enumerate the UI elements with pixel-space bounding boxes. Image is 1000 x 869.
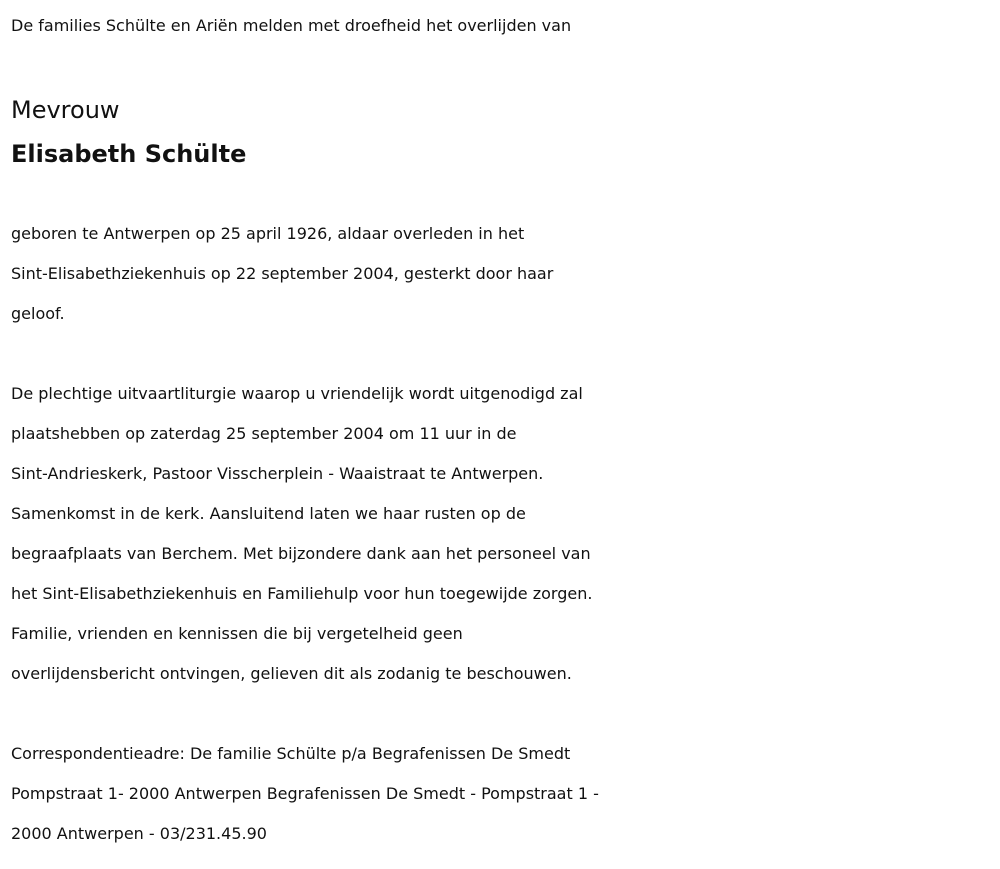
birth-paragraph [11, 214, 991, 334]
deceased-name: Elisabeth Schülte [11, 140, 247, 168]
paragraph-line: het Sint-Elisabethziekenhuis en Familiehulp voor hun toegewijde zorgen. [11, 584, 593, 603]
spacer [11, 694, 991, 734]
paragraph-line: geloof. [11, 304, 65, 323]
paragraph-line: Sint-Andrieskerk, Pastoor Visscherplein - Waaistraat te Antwerpen. [11, 464, 544, 483]
paragraph-line: 2000 Antwerpen - 03/231.45.90 [11, 824, 267, 843]
spacer [11, 46, 991, 86]
paragraph-line: De plechtige uitvaartliturgie waarop u vriendelijk wordt uitgenodigd zal [11, 384, 583, 403]
intro-text: De families Schülte en Ariën melden met droefheid het overlijden van [11, 16, 572, 35]
funeral-paragraph [11, 374, 991, 694]
paragraph-line: plaatshebben op zaterdag 25 september 2004 om 11 uur in de [11, 424, 517, 443]
paragraph-line: Sint-Elisabethziekenhuis op 22 september 2004, gesterkt door haar [11, 264, 554, 283]
spacer [11, 334, 991, 374]
obituary-notice [11, 6, 991, 854]
paragraph-line: geboren te Antwerpen op 25 april 1926, aldaar overleden in het [11, 224, 525, 243]
paragraph-line: Samenkomst in de kerk. Aansluitend laten we haar rusten op de [11, 504, 526, 523]
spacer [11, 174, 991, 214]
correspondence-paragraph [11, 734, 991, 854]
paragraph-line: overlijdensbericht ontvingen, gelieven dit als zodanig te beschouwen. [11, 664, 572, 683]
paragraph-line: Pompstraat 1- 2000 Antwerpen Begrafenissen De Smedt - Pompstraat 1 - [11, 784, 599, 803]
honorific: Mevrouw [11, 96, 120, 124]
paragraph-line: Correspondentieadre: De familie Schülte p/a Begrafenissen De Smedt [11, 744, 571, 763]
paragraph-line: Familie, vrienden en kennissen die bij vergetelheid geen [11, 624, 463, 643]
paragraph-line: begraafplaats van Berchem. Met bijzondere dank aan het personeel van [11, 544, 591, 563]
